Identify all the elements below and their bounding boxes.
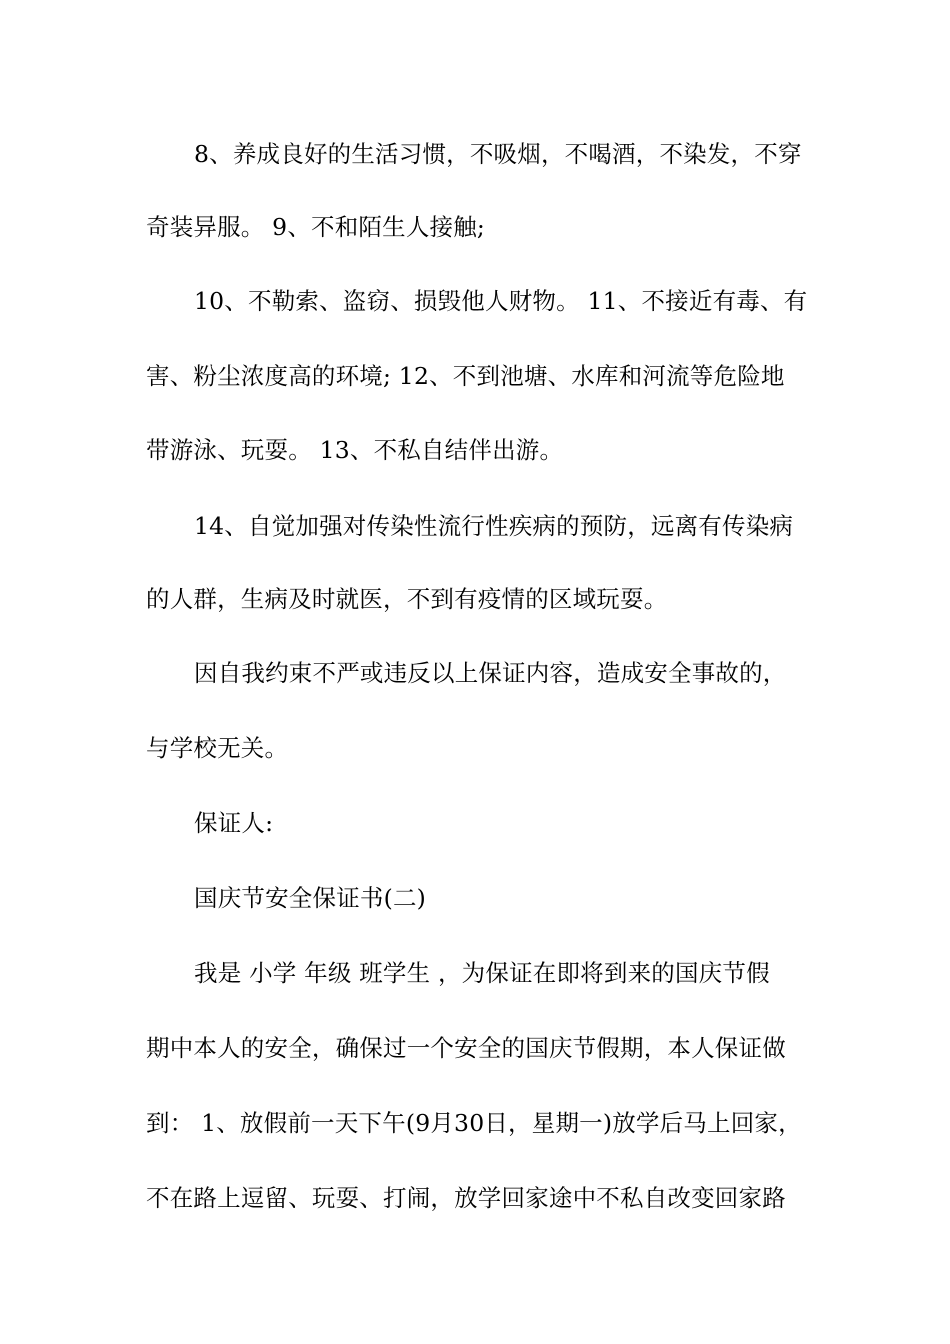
paragraph-line: 到： 1、放假前一天下午(9月30日，星期一)放学后马上回家，: [146, 1109, 802, 1137]
paragraph-line: 10、不勒索、盗窃、损毁他人财物。 11、不接近有毒、有: [194, 287, 808, 315]
paragraph-line: 我是 小学 年级 班学生 ，为保证在即将到来的国庆节假: [194, 959, 770, 987]
signature-label: 保证人:: [194, 809, 274, 837]
paragraph-line: 奇装异服。 9、不和陌生人接触;: [146, 213, 486, 241]
paragraph-line: 害、粉尘浓度高的环境; 12、不到池塘、水库和河流等危险地: [146, 362, 785, 390]
paragraph-line: 期中本人的安全，确保过一个安全的国庆节假期，本人保证做: [146, 1034, 786, 1062]
paragraph-line: 8、养成良好的生活习惯，不吸烟，不喝酒，不染发，不穿: [194, 140, 802, 168]
paragraph-line: 14、自觉加强对传染性流行性疾病的预防，远离有传染病: [194, 512, 794, 540]
paragraph-line: 不在路上逗留、玩耍、打闹，放学回家途中不私自改变回家路: [146, 1184, 786, 1212]
paragraph-line: 与学校无关。: [146, 734, 289, 762]
paragraph-line: 因自我约束不严或违反以上保证内容，造成安全事故的，: [194, 659, 787, 687]
section-heading: 国庆节安全保证书(二): [194, 884, 427, 912]
paragraph-line: 的人群，生病及时就医，不到有疫情的区域玩耍。: [146, 585, 668, 613]
paragraph-line: 带游泳、玩耍。 13、不私自结伴出游。: [146, 436, 564, 464]
